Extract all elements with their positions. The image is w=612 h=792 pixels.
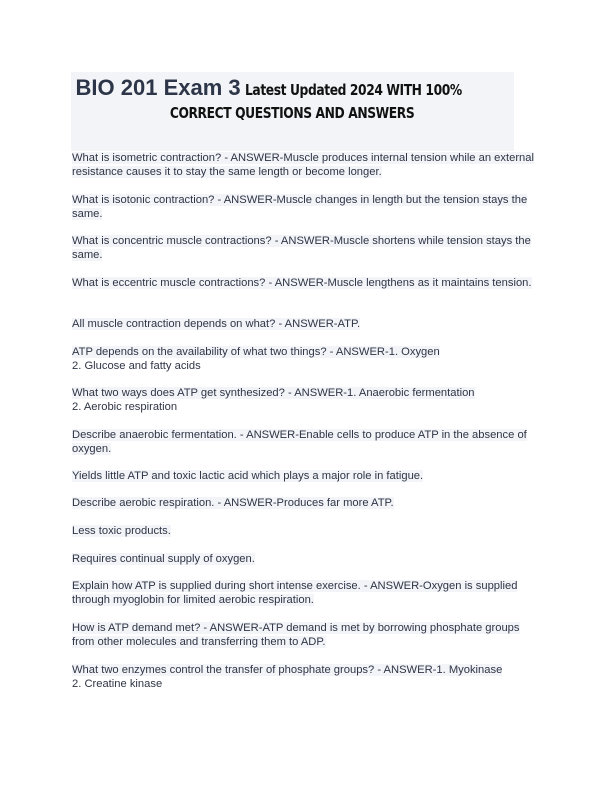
qa-text: Requires continual supply of oxygen. [72, 553, 255, 565]
qa-entry-isometric [72, 152, 542, 179]
qa-text: What is concentric muscle contractions? - ANSWER-Muscle shortens while tension stays the same. [72, 235, 531, 261]
title-line-2 [71, 104, 514, 123]
qa-text: Yields little ATP and toxic lactic acid which plays a major role in fatigue. [72, 470, 424, 482]
qa-entry-atp-demand [72, 622, 542, 649]
qa-entry-atp [72, 318, 542, 332]
qa-text-cont: 2. Creatine kinase [72, 677, 163, 690]
qa-text: What two ways does ATP get synthesized? - ANSWER-1. Anaerobic fermentation [72, 387, 475, 399]
qa-text: What is isotonic contraction? - ANSWER-Muscle changes in length but the tension stays the same. [72, 194, 528, 220]
qa-entry-oxygen-supply [72, 553, 542, 567]
title-main: BIO 201 Exam 3 [75, 75, 241, 100]
title-banner [71, 72, 514, 151]
qa-text: What is isometric contraction? - ANSWER-Muscle produces internal tension while an external resistance causes it to stay the same length or become longer. [72, 152, 534, 178]
title-subtitle: CORRECT QUESTIONS AND ANSWERS [170, 104, 415, 122]
qa-entry-lactic-acid [72, 470, 542, 484]
qa-text: ATP depends on the availability of what two things? - ANSWER-1. Oxygen [72, 346, 440, 358]
title-line-1 [71, 75, 514, 101]
qa-entry-concentric [72, 235, 542, 262]
qa-text: Explain how ATP is supplied during short intense exercise. - ANSWER-Oxygen is supplied through myoglobin for limited aerobic respiration. [72, 580, 518, 606]
qa-text: Describe aerobic respiration. - ANSWER-Produces far more ATP. [72, 497, 394, 509]
qa-text-cont: 2. Glucose and fatty acids [72, 359, 201, 372]
qa-entry-aerobic [72, 497, 542, 511]
qa-entry-anaerobic [72, 429, 542, 456]
qa-text: What is eccentric muscle contractions? - ANSWER-Muscle lengthens as it maintains tension. [72, 277, 532, 289]
qa-text: All muscle contraction depends on what? - ANSWER-ATP. [72, 318, 361, 330]
qa-text: How is ATP demand met? - ANSWER-ATP demand is met by borrowing phosphate groups from other molecules and transferring them to ADP. [72, 622, 520, 648]
qa-entry-atp-availability [72, 346, 542, 373]
qa-entry-atp-synthesis [72, 387, 542, 414]
qa-text: Describe anaerobic fermentation. - ANSWER-Enable cells to produce ATP in the absence of oxygen. [72, 429, 527, 455]
qa-entry-short-exercise [72, 580, 542, 607]
qa-entry-isotonic [72, 194, 542, 221]
qa-entry-less-toxic [72, 525, 542, 539]
qa-text: Less toxic products. [72, 525, 171, 537]
qa-text: What two enzymes control the transfer of phosphate groups? - ANSWER-1. Myokinase [72, 664, 503, 676]
qa-text-cont: 2. Aerobic respiration [72, 400, 178, 413]
qa-entry-enzymes [72, 664, 542, 691]
qa-entry-eccentric [72, 277, 542, 291]
title-rest: Latest Updated 2024 WITH 100% [245, 81, 462, 99]
